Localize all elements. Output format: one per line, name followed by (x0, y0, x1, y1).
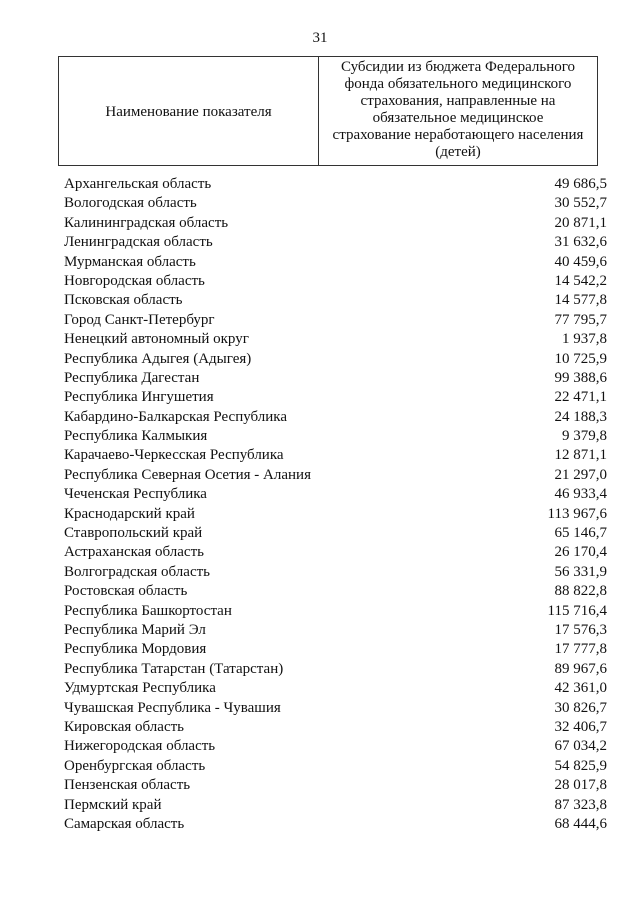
subsidy-value: 115 716,4 (547, 602, 607, 619)
subsidy-value: 89 967,6 (554, 660, 607, 677)
region-name: Нижегородская область (64, 738, 216, 755)
subsidy-value: 32 406,7 (554, 718, 607, 735)
table-row (64, 505, 607, 524)
subsidy-value: 30 826,7 (554, 699, 607, 716)
subsidy-value: 68 444,6 (554, 815, 607, 832)
region-name: Архангельская область (64, 176, 212, 192)
subsidy-value: 10 725,9 (554, 350, 607, 367)
table-row (64, 543, 607, 562)
table-row (64, 291, 607, 310)
region-name: Республика Мордовия (64, 641, 207, 658)
subsidy-value: 14 577,8 (554, 292, 607, 309)
region-name: Республика Татарстан (Татарстан) (64, 660, 284, 677)
region-name: Волгоградская область (64, 563, 210, 580)
table-row (64, 194, 607, 213)
table-row (64, 602, 607, 621)
region-name: Пермский край (64, 796, 162, 813)
subsidy-value: 54 825,9 (554, 757, 607, 774)
table-row (64, 621, 607, 640)
region-name: Республика Адыгея (Адыгея) (64, 350, 252, 367)
region-name: Республика Ингушетия (64, 389, 214, 406)
region-name: Город Санкт-Петербург (64, 311, 215, 328)
header-subsidy-line: Субсидии из бюджета Федерального (340, 59, 576, 75)
region-name: Калининградская область (64, 214, 229, 231)
header-subsidy-line: (детей) (435, 144, 481, 160)
table-row (64, 408, 607, 427)
table-row (64, 330, 607, 349)
region-name: Ненецкий автономный округ (64, 331, 249, 348)
table-row (64, 640, 607, 659)
subsidy-value: 87 323,8 (554, 796, 607, 813)
subsidy-value: 49 686,5 (554, 176, 607, 192)
subsidy-value: 22 471,1 (554, 389, 607, 406)
table-row (64, 388, 607, 407)
subsidy-value: 65 146,7 (554, 525, 607, 542)
subsidy-value: 21 297,0 (554, 466, 607, 483)
table-row (64, 427, 607, 446)
region-name: Республика Марий Эл (64, 621, 206, 638)
region-name: Самарская область (64, 815, 185, 832)
region-name: Республика Калмыкия (64, 428, 208, 445)
subsidy-value: 46 933,4 (554, 486, 607, 503)
region-name: Ставропольский край (64, 525, 203, 542)
subsidy-value: 99 388,6 (554, 369, 607, 386)
table-row (64, 582, 607, 601)
subsidy-value: 42 361,0 (554, 680, 607, 697)
table-row (64, 485, 607, 504)
page-number: 31 (312, 30, 328, 46)
table-row (64, 679, 607, 698)
subsidy-value: 113 967,6 (547, 505, 607, 522)
table-row (64, 175, 607, 194)
table-row (64, 311, 607, 330)
region-name: Краснодарский край (64, 505, 195, 522)
region-name: Астраханская область (64, 544, 204, 561)
header-subsidy-line: фонда обязательного медицинского (344, 76, 572, 92)
table-row (64, 757, 607, 776)
header-subsidy-line: страхования, направленные на (360, 93, 556, 109)
subsidy-value: 28 017,8 (554, 777, 607, 794)
table-row (64, 737, 607, 756)
table-row (64, 253, 607, 272)
region-name: Ростовская область (64, 583, 188, 600)
table-row (64, 776, 607, 795)
table-row (64, 466, 607, 485)
subsidy-value: 17 576,3 (554, 621, 607, 638)
table-row (64, 796, 607, 815)
region-name: Кировская область (64, 718, 185, 735)
header-subsidy-line: страхование неработающего населения (332, 127, 584, 143)
table-row (64, 446, 607, 465)
table-row (64, 350, 607, 369)
subsidy-value: 88 822,8 (554, 583, 607, 600)
table-row (64, 233, 607, 252)
region-name: Вологодская область (64, 195, 197, 212)
table-row (64, 699, 607, 718)
table-row (64, 718, 607, 737)
subsidy-value: 26 170,4 (554, 544, 607, 561)
subsidy-value: 9 379,8 (562, 428, 607, 445)
table-header (58, 56, 598, 166)
subsidy-value: 1 937,8 (562, 331, 607, 348)
region-name: Оренбургская область (64, 757, 206, 774)
subsidy-value: 20 871,1 (554, 214, 607, 231)
subsidy-value: 67 034,2 (554, 738, 607, 755)
region-name: Республика Северная Осетия - Алания (64, 466, 311, 483)
table-row (64, 815, 607, 834)
region-name: Кабардино-Балкарская Республика (64, 408, 288, 425)
region-name: Псковская область (64, 292, 183, 309)
subsidy-value: 24 188,3 (554, 408, 607, 425)
subsidy-value: 14 542,2 (554, 272, 607, 289)
table-row (64, 272, 607, 291)
table-body (64, 175, 607, 834)
table-row (64, 214, 607, 233)
header-indicator-name: Наименование показателя (59, 57, 319, 165)
subsidy-value: 30 552,7 (554, 195, 607, 212)
region-name: Пензенская область (64, 777, 191, 794)
region-name: Республика Дагестан (64, 369, 200, 386)
region-name: Удмуртская Республика (64, 680, 216, 697)
region-name: Мурманская область (64, 253, 196, 270)
region-name: Ленинградская область (64, 234, 213, 251)
region-name: Карачаево-Черкесская Республика (64, 447, 284, 464)
table-row (64, 369, 607, 388)
region-name: Республика Башкортостан (64, 602, 232, 619)
table-row (64, 563, 607, 582)
subsidy-value: 56 331,9 (554, 563, 607, 580)
table-row (64, 660, 607, 679)
subsidy-value: 31 632,6 (554, 234, 607, 251)
header-subsidy (319, 57, 597, 165)
subsidy-value: 40 459,6 (554, 253, 607, 270)
subsidy-value: 77 795,7 (554, 311, 607, 328)
subsidy-value: 12 871,1 (554, 447, 607, 464)
subsidy-value: 17 777,8 (554, 641, 607, 658)
region-name: Новгородская область (64, 272, 205, 289)
region-name: Чеченская Республика (64, 486, 207, 503)
region-name: Чувашская Республика - Чувашия (64, 699, 281, 716)
table-row (64, 524, 607, 543)
header-subsidy-line: обязательное медицинское (372, 110, 544, 126)
